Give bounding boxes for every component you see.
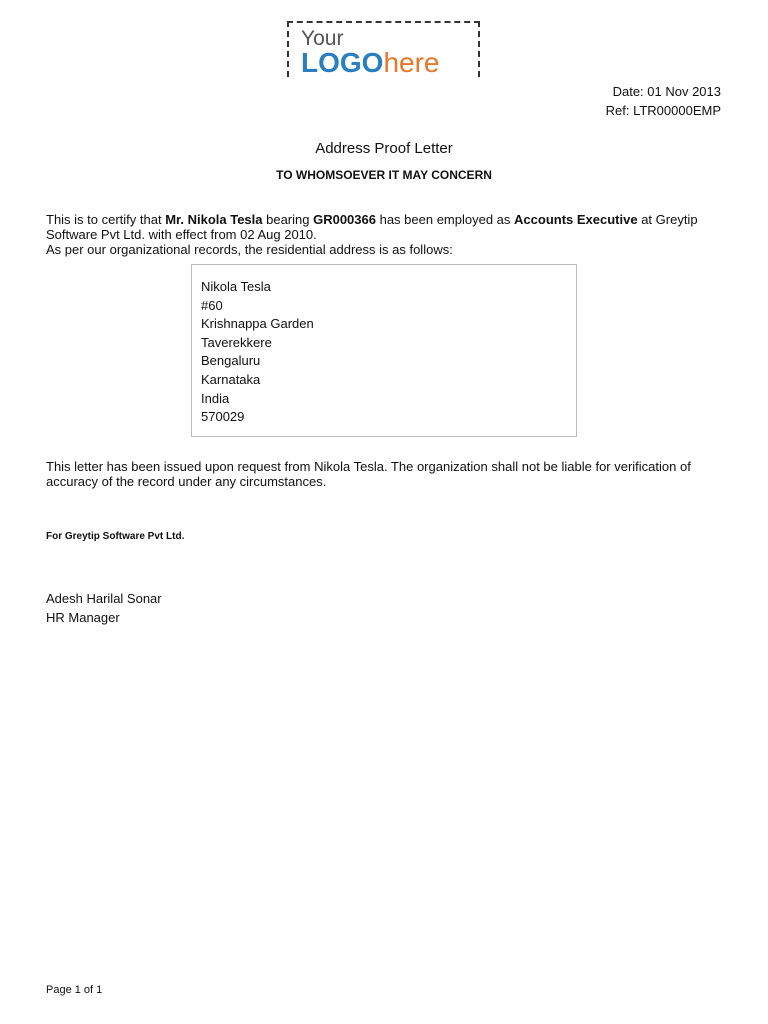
address-line: Bengaluru xyxy=(201,353,261,369)
logo-your-text: Your xyxy=(301,27,344,50)
letter-subtitle: TO WHOMSOEVER IT MAY CONCERN xyxy=(276,168,492,182)
cert-text-2: bearing xyxy=(262,212,314,227)
address-line: Karnataka xyxy=(201,371,261,387)
logo-logo-text: LOGO xyxy=(301,47,384,78)
logo-main-text xyxy=(301,49,440,77)
address-box xyxy=(191,264,577,437)
cert-text-5: As per our organizational records, the residential address is as follows: xyxy=(46,242,453,257)
company-logo-placeholder xyxy=(287,21,480,77)
employee-name: Mr. Nikola Tesla xyxy=(165,212,263,227)
letter-reference: Ref: LTR00000EMP xyxy=(605,103,721,118)
address-line: Krishnappa Garden xyxy=(201,316,314,332)
signatory-title: HR Manager xyxy=(46,609,120,625)
address-line: 570029 xyxy=(201,409,245,425)
address-line: India xyxy=(201,390,230,406)
logo-here-text: here xyxy=(383,47,440,78)
address-line: Nikola Tesla xyxy=(201,279,271,294)
letter-date: Date: 01 Nov 2013 xyxy=(612,84,721,99)
address-line: #60 xyxy=(201,297,223,313)
employee-id: GR000366 xyxy=(313,212,376,227)
cert-text-3: has been employed as xyxy=(375,212,515,227)
letter-title: Address Proof Letter xyxy=(315,140,453,157)
signatory-name: Adesh Harilal Sonar xyxy=(46,591,162,606)
disclaimer-paragraph: This letter has been issued upon request from Nikola Tesla. The organization shall not be liable for verification of accuracy of the record under any circumstances. xyxy=(46,459,691,489)
letter-meta xyxy=(606,82,721,120)
cert-text-4: at Greytip Software Pvt Ltd. with effect from 02 Aug 2010. xyxy=(46,212,698,242)
for-company-label: For Greytip Software Pvt Ltd. xyxy=(46,531,185,542)
signatory-block xyxy=(46,590,162,627)
page-number: Page 1 of 1 xyxy=(46,984,103,996)
certification-paragraph xyxy=(46,212,726,257)
address-line: Taverekkere xyxy=(201,334,272,350)
cert-text-1: This is to certify that xyxy=(46,212,166,227)
employee-designation: Accounts Executive xyxy=(514,212,638,227)
